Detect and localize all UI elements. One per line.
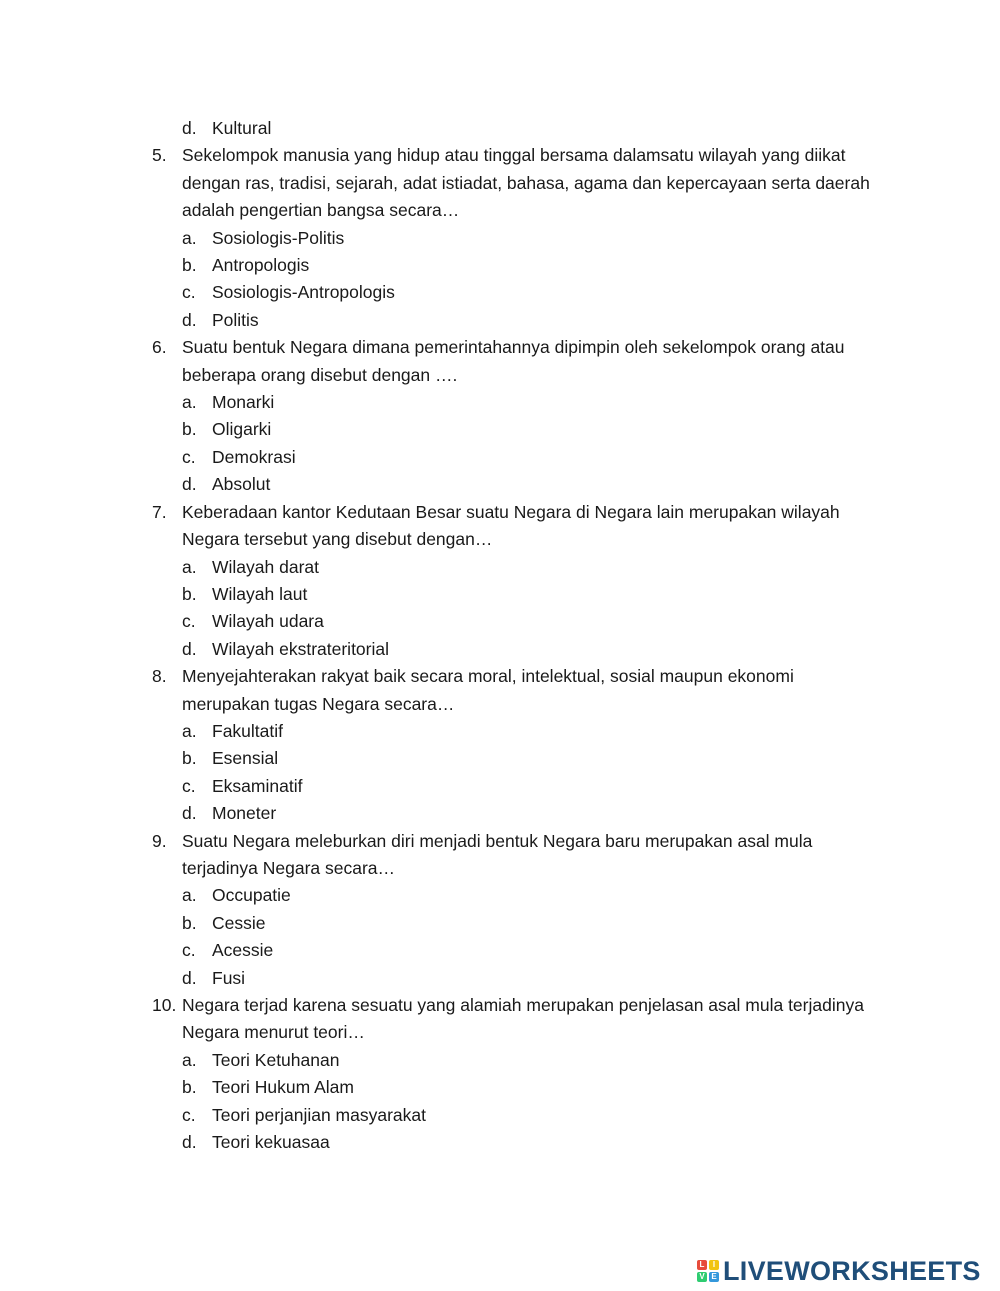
option-letter: b. <box>182 583 197 604</box>
option-text: Wilayah ekstrateritorial <box>212 638 389 659</box>
answer-option <box>152 636 892 663</box>
option-letter: c. <box>182 1104 196 1125</box>
question-line <box>152 691 892 718</box>
answer-option <box>152 745 892 772</box>
option-letter: c. <box>182 446 196 467</box>
question-text: Menyejahterakan rakyat baik secara moral, intelektual, sosial maupun ekonomi <box>182 666 794 687</box>
option-text: Acessie <box>212 940 274 961</box>
question-indent <box>152 362 182 389</box>
answer-option <box>152 554 892 581</box>
answer-option <box>152 1074 892 1101</box>
option-text: Oligarki <box>212 419 272 440</box>
question-line-first <box>152 499 892 526</box>
option-text: Demokrasi <box>212 446 296 467</box>
option-text: Monarki <box>212 392 275 413</box>
option-letter: d. <box>182 309 197 330</box>
answer-option <box>152 225 892 252</box>
option-letter: d. <box>182 474 197 495</box>
option-text: Sosiologis-Politis <box>212 227 345 248</box>
question-line <box>152 362 892 389</box>
answer-option <box>152 910 892 937</box>
answer-option <box>152 718 892 745</box>
answer-option <box>152 937 892 964</box>
option-letter: d. <box>182 1132 197 1153</box>
option-letter: b. <box>182 419 197 440</box>
question-indent <box>152 170 182 197</box>
answer-option <box>152 1102 892 1129</box>
logo-tile: E <box>709 1272 719 1282</box>
logo-tile: L <box>697 1260 707 1270</box>
question-list <box>152 115 892 1156</box>
question-line-first <box>152 142 892 169</box>
answer-option <box>152 800 892 827</box>
option-text: Wilayah darat <box>212 556 319 577</box>
option-letter: c. <box>182 775 196 796</box>
question-line-first <box>152 334 892 361</box>
answer-option <box>152 608 892 635</box>
question-text: dengan ras, tradisi, sejarah, adat istiadat, bahasa, agama dan kepercayaan serta daerah <box>182 172 870 193</box>
question-text: Suatu bentuk Negara dimana pemerintahannya dipimpin oleh sekelompok orang atau <box>182 337 845 358</box>
question-indent <box>152 691 182 718</box>
option-text: Eksaminatif <box>212 775 303 796</box>
question-number: 8. <box>152 666 167 687</box>
answer-option <box>152 581 892 608</box>
question-line <box>152 526 892 553</box>
question-indent <box>152 526 182 553</box>
question-line-first <box>152 992 892 1019</box>
logo-tile: I <box>709 1260 719 1270</box>
question-text: Suatu Negara meleburkan diri menjadi bentuk Negara baru merupakan asal mula <box>182 830 813 851</box>
answer-option <box>152 965 892 992</box>
option-text: Teori kekuasaa <box>212 1132 330 1153</box>
option-letter: b. <box>182 255 197 276</box>
option-letter: a. <box>182 227 197 248</box>
question-number: 5. <box>152 145 167 166</box>
option-letter: b. <box>182 1077 197 1098</box>
answer-option <box>152 389 892 416</box>
option-letter: d. <box>182 118 197 138</box>
lead-option <box>152 115 892 142</box>
question-text: Negara tersebut yang disebut dengan… <box>182 529 493 550</box>
question-text: beberapa orang disebut dengan …. <box>182 364 458 385</box>
liveworksheets-logo <box>697 1257 981 1285</box>
option-text: Occupatie <box>212 885 291 906</box>
question-text: terjadinya Negara secara… <box>182 857 396 878</box>
option-letter: a. <box>182 1049 197 1070</box>
answer-option <box>152 471 892 498</box>
question-line <box>152 170 892 197</box>
option-letter: a. <box>182 885 197 906</box>
option-text: Teori Ketuhanan <box>212 1049 340 1070</box>
question-indent <box>152 1019 182 1046</box>
option-letter: b. <box>182 748 197 769</box>
question-number: 6. <box>152 337 167 358</box>
question-number: 9. <box>152 830 167 851</box>
option-letter: b. <box>182 912 197 933</box>
option-text: Kultural <box>212 118 272 138</box>
logo-icon <box>697 1260 719 1282</box>
option-text: Cessie <box>212 912 266 933</box>
option-text: Politis <box>212 309 259 330</box>
question-line <box>152 1019 892 1046</box>
option-letter: c. <box>182 282 196 303</box>
answer-option <box>152 1047 892 1074</box>
answer-option <box>152 252 892 279</box>
option-text: Fakultatif <box>212 720 283 741</box>
question-text: Negara menurut teori… <box>182 1022 365 1043</box>
option-letter: a. <box>182 720 197 741</box>
logo-text: LIVEWORKSHEETS <box>723 1256 981 1286</box>
question-text: Keberadaan kantor Kedutaan Besar suatu Negara di Negara lain merupakan wilayah <box>182 501 840 522</box>
option-letter: a. <box>182 392 197 413</box>
option-text: Esensial <box>212 748 279 769</box>
option-text: Teori Hukum Alam <box>212 1077 354 1098</box>
question-line <box>152 855 892 882</box>
answer-option <box>152 773 892 800</box>
logo-tile: V <box>697 1272 707 1282</box>
question-indent <box>152 197 182 224</box>
option-text: Antropologis <box>212 255 310 276</box>
question-number: 7. <box>152 501 167 522</box>
answer-option <box>152 1129 892 1156</box>
option-text: Wilayah udara <box>212 611 324 632</box>
question-line-first <box>152 663 892 690</box>
question-indent <box>152 855 182 882</box>
option-letter: d. <box>182 967 197 988</box>
question-text: Sekelompok manusia yang hidup atau tinggal bersama dalamsatu wilayah yang diikat <box>182 145 846 166</box>
answer-option <box>152 279 892 306</box>
option-text: Fusi <box>212 967 246 988</box>
answer-option <box>152 307 892 334</box>
option-text: Wilayah laut <box>212 583 308 604</box>
option-text: Teori perjanjian masyarakat <box>212 1104 426 1125</box>
answer-option <box>152 882 892 909</box>
option-letter: a. <box>182 556 197 577</box>
option-letter: d. <box>182 803 197 824</box>
question-number: 10. <box>152 995 177 1015</box>
option-text: Absolut <box>212 474 271 495</box>
question-line <box>152 197 892 224</box>
option-letter: c. <box>182 611 196 632</box>
question-text: Negara terjad karena sesuatu yang alamiah merupakan penjelasan asal mula terjadinya <box>182 995 864 1015</box>
answer-option <box>152 416 892 443</box>
question-line-first <box>152 828 892 855</box>
question-text: merupakan tugas Negara secara… <box>182 693 455 714</box>
option-text: Moneter <box>212 803 277 824</box>
question-text: adalah pengertian bangsa secara… <box>182 200 460 221</box>
answer-option <box>152 444 892 471</box>
option-letter: c. <box>182 940 196 961</box>
option-letter: d. <box>182 638 197 659</box>
option-text: Sosiologis-Antropologis <box>212 282 395 303</box>
